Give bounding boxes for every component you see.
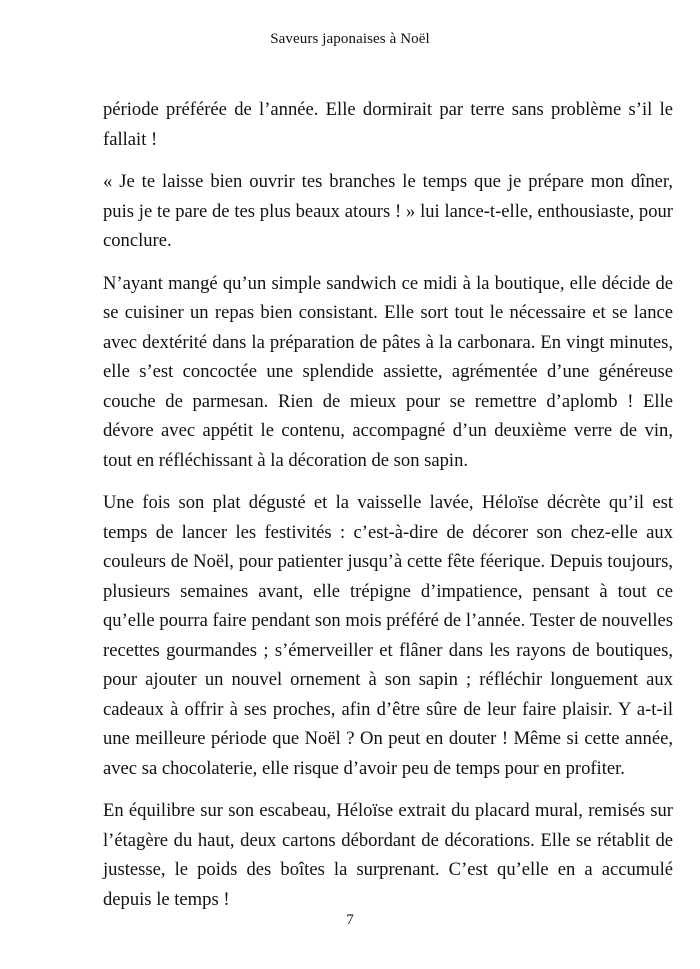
body-text [103,95,673,927]
running-header-title: Saveurs japonaises à Noël [270,31,430,47]
paragraph-1: période préférée de l’année. Elle dormirait par terre sans problème s’il le fallait ! [103,99,673,150]
paragraph-3: N’ayant mangé qu’un simple sandwich ce midi à la boutique, elle décide de se cuisiner un repas bien consistant. Elle sort tout le nécessaire et se lance avec dextérité dans la préparation de pâtes à la carbonara. En vingt minutes, elle s’est concoctée une splendide assiette, agrémentée d’une généreuse couche de parmesan. Rien de mieux pour se remettre d’aplomb ! Elle dévore avec appétit le contenu, accompagné d’un deuxième verre de vin, tout en réfléchissant à la décoration de son sapin. [103,272,673,471]
page-number: 7 [346,912,354,928]
paragraph-5: En équilibre sur son escabeau, Héloïse extrait du placard mural, remisés sur l’étagère du haut, deux cartons débordant de décorations. Elle se rétablit de justesse, le poids des boîtes la surprenant. C’est qu’elle en a accumulé depuis le temps ! [103,800,673,910]
paragraph-4: Une fois son plat dégusté et la vaisselle lavée, Héloïse décrète qu’il est temps de lancer les festivités : c’est-à-dire de décorer son chez-elle aux couleurs de Noël, pour patienter jusqu’à cette fête féerique. Depuis toujours, plusieurs semaines avant, elle trépigne d’impatience, pensant à tout ce qu’elle pourra faire pendant son mois préféré de l’année. Tester de nouvelles recettes gourmandes ; s’émerveiller et flâner dans les rayons de boutiques, pour ajouter un nouvel ornement à son sapin ; réfléchir longuement aux cadeaux à offrir à ses proches, afin d’être sûre de leur faire plaisir. Y a-t-il une meilleure période que Noël ? On peut en douter ! Même si cette année, avec sa chocolaterie, elle risque d’avoir peu de temps pour en profiter. [103,492,673,779]
paragraph-2: « Je te laisse bien ouvrir tes branches le temps que je prépare mon dîner, puis je te pare de tes plus beaux atours ! » lui lance-t-elle, enthousiaste, pour conclure. [103,171,673,251]
